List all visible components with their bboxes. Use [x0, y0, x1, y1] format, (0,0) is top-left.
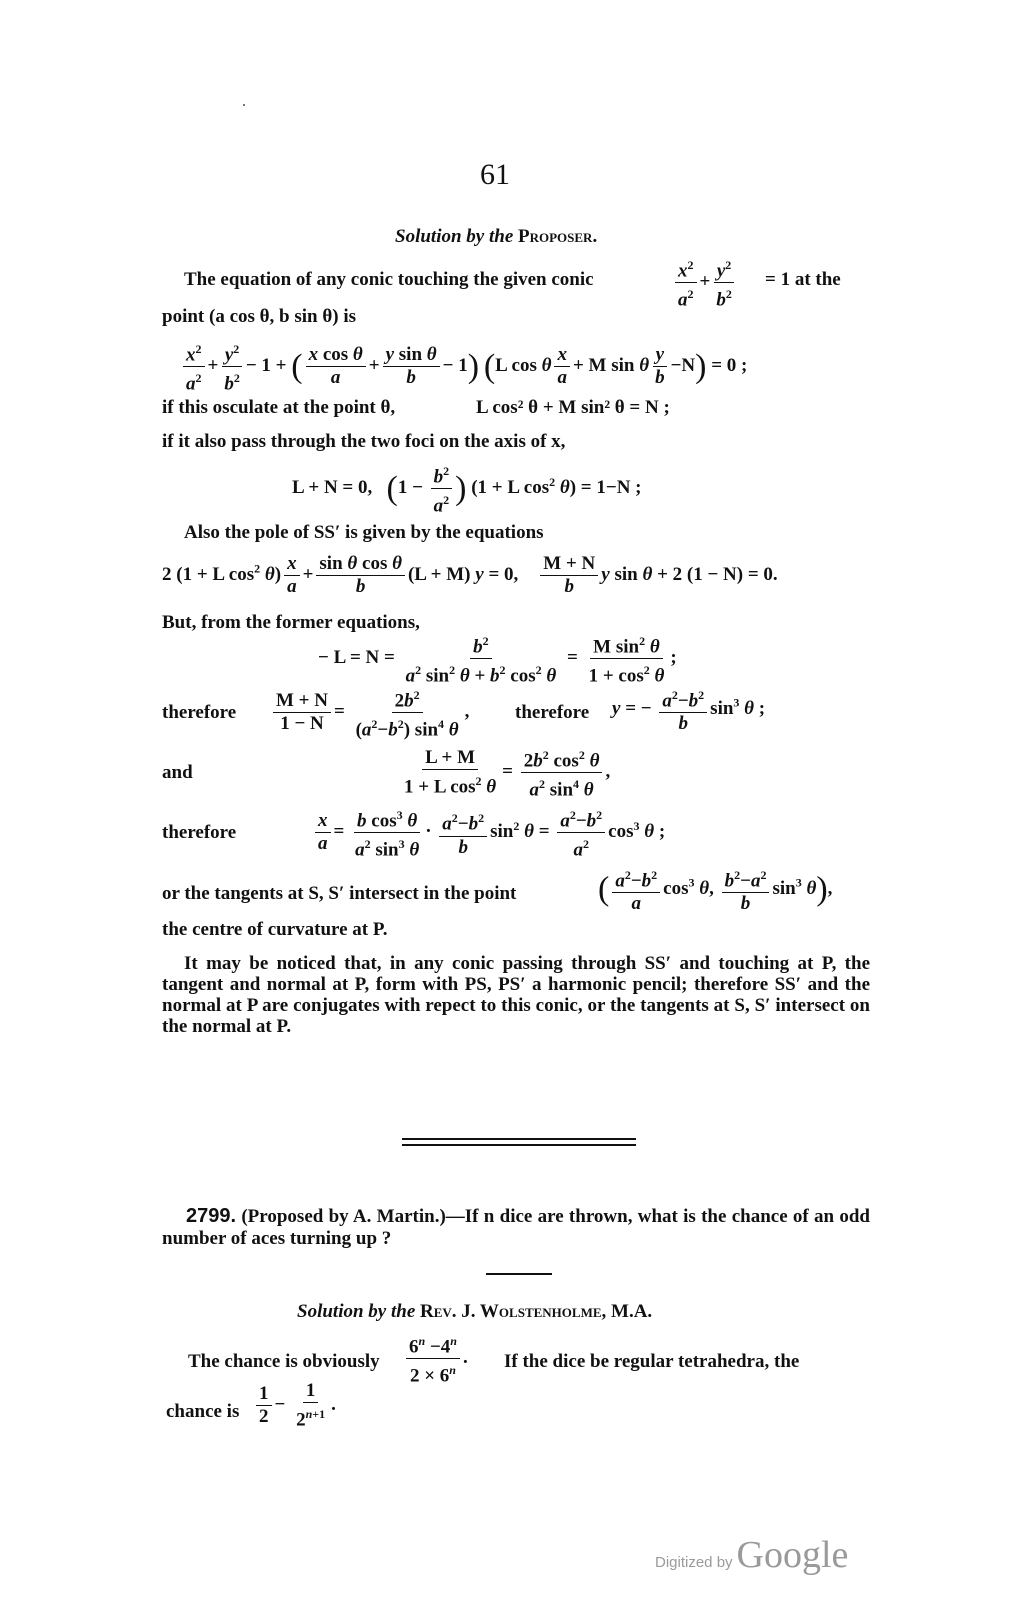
page-number: 61: [480, 158, 510, 191]
digitized-by-google-watermark: [655, 1533, 848, 1577]
scan-speck: [243, 104, 245, 106]
fraction: $\frac{y^2}{b^2}$: [713, 254, 735, 312]
osculating-conic-equation: $\frac{x^2}{a^2}$ + $\frac{y^2}{b^2}$ − 1 + ( $\frac{\text{x cos θ}}{a}$ + $\frac{\text{y sin θ}}{b}$ − 1) (L cos θ $\frac{x}{a}$ + M sin θ $\frac{y}{b}$ −N) = 0 ;: [180, 338, 747, 396]
chance-line-1-text: The chance is obviously: [188, 1351, 380, 1372]
paragraph-1-line-1-text: The equation of any conic touching the given conic: [184, 269, 594, 290]
paragraph-1-line-1-end: = 1 at the: [765, 269, 841, 290]
tangents-intersect-text: or the tangents at S, S′ intersect in the point: [162, 883, 517, 904]
fraction: $\frac{x^2}{a^2}$: [675, 254, 697, 312]
given-conic-expression: $\frac{x^2}{a^2}$ + $\frac{y^2}{b^2}$: [672, 254, 738, 312]
foci-condition-text: if it also pass through the two foci on the axis of x,: [162, 431, 566, 452]
section-divider-top: [402, 1138, 636, 1140]
intersection-point: ( $\frac{a^2-b^2}{a}$ $\cos^3 \theta$, $\frac{b^2-a^2}{b}$ $\sin^3 \theta$),: [598, 864, 832, 915]
heading-prefix: Solution by the: [395, 226, 514, 247]
therefore-label-mid: therefore: [515, 702, 590, 723]
therefore-label-1: therefore: [162, 702, 237, 723]
y-coordinate-equation: y = − $\frac{a^2-b^2}{b}$ $\sin^3 \theta$ ;: [612, 684, 765, 735]
therefore-label-2: therefore: [162, 822, 237, 843]
google-logo: Google: [736, 1534, 849, 1576]
section-divider-bottom: [402, 1144, 636, 1146]
problem-2799: [162, 1205, 870, 1250]
pole-text: Also the pole of SS′ is given by the equations: [184, 522, 544, 543]
problem-number: 2799.: [186, 1205, 237, 1227]
heading-name: Rev. J. Wolstenholme, M.A.: [420, 1301, 653, 1322]
paragraph-1-line-2: point (a cos θ, b sin θ) is: [162, 306, 357, 327]
section-heading-proposer: [395, 226, 597, 248]
heading-name: Proposer.: [518, 226, 598, 247]
x-coordinate-equation: $\frac{x}{a}$ = $\frac{b \cos^3 \theta}{a^2 \sin^3 \theta}$ · $\frac{a^2-b^2}{b}$ $\sin^2 \theta$ = $\frac{a^2-b^2}{a^2}$ $\cos^3 \theta$ ;: [312, 804, 665, 862]
section-heading-wolstenholme: [297, 1301, 652, 1323]
osculate-condition-equation: L cos² θ + M sin² θ = N ;: [476, 397, 670, 418]
closing-paragraph: It may be noticed that, in any conic passing through SS′ and touching at P, the tangent and normal at P, form with PS, PS′ a harmonic pencil; therefore SS′ and the normal at P are conjugates with repect to this conic, or the tangents at S, S′ intersect on the normal at P.: [162, 953, 870, 1037]
short-divider: [486, 1273, 552, 1275]
problem-text: (Proposed by A. Martin.)—If n dice are thrown, what is the chance of an odd number of aces turning up ?: [162, 1206, 870, 1249]
tetrahedra-chance: $\frac{1}{2}$ − $\frac{1}{2^{n+1}}$ .: [253, 1380, 336, 1431]
chance-line-1-end: If the dice be regular tetrahedra, the: [504, 1351, 800, 1372]
osculate-condition-text: if this osculate at the point θ,: [162, 397, 396, 418]
m-plus-n-ratio: $\frac{M + N}{1 - N}$ = $\frac{2b^2}{(a^2-b^2) \sin^4 \theta}$ ,: [270, 684, 469, 742]
centre-of-curvature-text: the centre of curvature at P.: [162, 919, 388, 940]
l-plus-m-ratio: $\frac{L + M}{1 + L \cos^2 \theta}$ = $\frac{2b^2 \cos^2 \theta}{a^2 \sin^4 \theta}$ ,: [398, 744, 610, 802]
pole-equations: 2 (1 + L $\cos^2 \theta$) $\frac{x}{a}$ + $\frac{\text{sin θ cos θ}}{b}$ (L + M) y = 0, $\frac{M + N}{b}$ y sin θ + 2 (1 − N) = 0.: [162, 553, 778, 597]
foci-equations: L + N = 0, (1 − $\frac{b^2}{a^2}$ ) (1 + L $\cos^2 \theta) = 1-N$ ;: [292, 460, 642, 518]
chance-line-2-text: chance is: [166, 1401, 240, 1422]
and-label: and: [162, 762, 193, 783]
chance-fraction: $\frac{6^n -4^n}{2 \times 6^n}$ .: [403, 1330, 468, 1388]
former-equations-text: But, from the former equations,: [162, 612, 420, 633]
minus-l-equals-n: − L = N = $\frac{b^2}{a^2 \sin^2 \theta + b^2 \cos^2 \theta}$ = $\frac{M \sin^2 \theta}{1 + \cos^2 \theta}$ ;: [318, 630, 677, 688]
heading-prefix: Solution by the: [297, 1301, 416, 1322]
watermark-small: Digitized by: [655, 1554, 733, 1571]
